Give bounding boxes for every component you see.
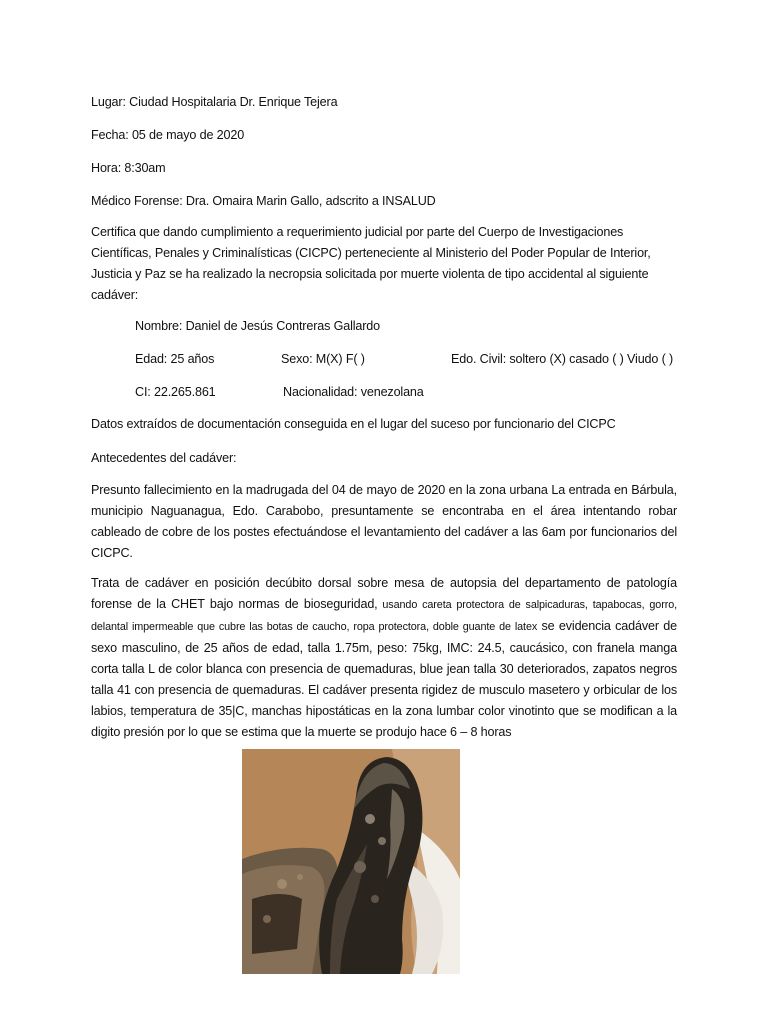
medico-line: Médico Forense: Dra. Omaira Marin Gallo, adscrito a INSALUD [91, 194, 436, 208]
edad-field: Edad: 25 años [135, 352, 215, 366]
trata-paragraph [91, 573, 677, 743]
antecedentes-heading: Antecedentes del cadáver: [91, 451, 237, 465]
certifica-paragraph: Certifica que dando cumplimiento a requerimiento judicial por parte del Cuerpo de Investigaciones Científicas, Penales y Criminalísticas (CICPC) perteneciente al Ministerio del Poder Popular de Interior, Justicia y Paz se ha realizado la necropsia solicitada por muerte violenta de tipo accidental al siguiente cadáver: [91, 225, 651, 302]
trata-text-3: se evidencia cadáver de sexo masculino, de 25 años de edad, talla 1.75m, peso: 75kg, IMC: 24.5, caucásico, con franela manga corta talla L de color blanca con presencia de quemaduras, blue jean talla 30 deteriorados, zapatos negros talla 41 con presencia de quemaduras. El cadáver presenta rigidez de musculo masetero y orbicular de los labios, temperatura de 35|C, manchas hipostáticas en la zona lumbar color vinotinto que se modifican a la digito presión por lo que se estima que la muerte se produjo hace 6 – 8 horas [91, 619, 677, 739]
nombre-line: Nombre: Daniel de Jesús Contreras Gallardo [135, 319, 380, 333]
sexo-field: Sexo: M(X) F( ) [281, 352, 365, 366]
estado-civil-field: Edo. Civil: soltero (X) casado ( ) Viudo ( ) [451, 352, 674, 366]
fecha-line: Fecha: 05 de mayo de 2020 [91, 128, 245, 142]
autopsy-photo [242, 749, 460, 974]
nacionalidad-field: Nacionalidad: venezolana [283, 385, 424, 399]
datos-line: Datos extraídos de documentación conseguida en el lugar del suceso por funcionario del CICPC [91, 417, 616, 431]
autopsy-photo-illustration [242, 749, 460, 974]
antecedentes-paragraph: Presunto fallecimiento en la madrugada del 04 de mayo de 2020 en la zona urbana La entrada en Bárbula, municipio Naguanagua, Edo. Carabobo, presuntamente se encontraba en el área intentando robar cableado de cobre de los postes efectuándose el levantamiento del cadáver a las 6am por funcionarios del CICPC. [91, 483, 677, 560]
trata-text-2: usando careta protectora de salpicaduras, tapabocas, gorro, delantal impermeable que cubre las botas de caucho, ropa protectora, doble guante de latex [91, 599, 678, 633]
hora-line: Hora: 8:30am [91, 161, 166, 175]
ci-field: CI: 22.265.861 [135, 385, 216, 399]
trata-text-1: Trata de cadáver en posición decúbito dorsal sobre mesa de autopsia del departamento de patología forense de la CHET bajo normas de bioseguridad, [91, 576, 677, 611]
lugar-line: Lugar: Ciudad Hospitalaria Dr. Enrique Tejera [91, 95, 338, 109]
